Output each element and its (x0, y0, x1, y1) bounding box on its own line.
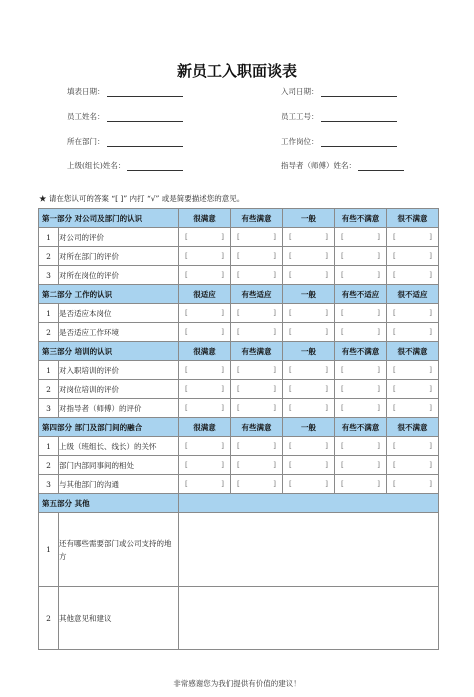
rating-option-header: 有些满意 (231, 209, 283, 228)
checkbox-right-bracket: ] (377, 366, 380, 374)
question-number: 2 (39, 323, 59, 342)
checkbox-left-bracket: [ (341, 366, 344, 374)
checkbox-right-bracket: ] (221, 366, 224, 374)
checkbox-right-bracket: ] (325, 366, 328, 374)
mentor-name-field (281, 160, 404, 171)
rating-checkbox[interactable] (335, 247, 387, 266)
rating-checkbox[interactable] (283, 361, 335, 380)
checkbox-left-bracket: [ (393, 385, 396, 393)
checkbox-left-bracket: [ (185, 385, 188, 393)
rating-checkbox[interactable] (335, 323, 387, 342)
checkbox-right-bracket: ] (377, 480, 380, 488)
question-row (39, 247, 439, 266)
rating-checkbox[interactable] (231, 323, 283, 342)
question-row (39, 361, 439, 380)
employee-name-input-line[interactable] (107, 114, 183, 122)
rating-checkbox[interactable] (335, 361, 387, 380)
rating-checkbox[interactable] (179, 247, 231, 266)
question-number: 3 (39, 475, 59, 494)
rating-option-header: 很满意 (179, 209, 231, 228)
question-row (39, 266, 439, 285)
checkbox-left-bracket: [ (289, 233, 292, 241)
rating-checkbox[interactable] (231, 456, 283, 475)
checkbox-left-bracket: [ (185, 328, 188, 336)
checkbox-right-bracket: ] (273, 252, 276, 260)
rating-option-header: 很不适应 (387, 285, 439, 304)
checkbox-left-bracket: [ (237, 233, 240, 241)
rating-checkbox[interactable] (283, 304, 335, 323)
rating-checkbox[interactable] (283, 475, 335, 494)
checkbox-left-bracket: [ (289, 442, 292, 450)
fill-date-field (67, 86, 183, 97)
checkbox-left-bracket: [ (393, 328, 396, 336)
rating-checkbox[interactable] (335, 456, 387, 475)
checkbox-right-bracket: ] (273, 309, 276, 317)
employee-name-label: 员工姓名： (67, 112, 105, 121)
checkbox-left-bracket: [ (237, 328, 240, 336)
department-input-line[interactable] (107, 139, 183, 147)
fill-date-label: 填表日期： (67, 87, 105, 96)
checkbox-left-bracket: [ (393, 404, 396, 412)
rating-checkbox[interactable] (335, 399, 387, 418)
question-text: 是否适应本岗位 (59, 304, 179, 323)
rating-checkbox[interactable] (387, 361, 439, 380)
rating-checkbox[interactable] (335, 437, 387, 456)
rating-checkbox[interactable] (387, 247, 439, 266)
rating-option-header: 很满意 (179, 342, 231, 361)
rating-checkbox[interactable] (283, 247, 335, 266)
rating-checkbox[interactable] (387, 323, 439, 342)
rating-checkbox[interactable] (231, 361, 283, 380)
rating-checkbox[interactable] (179, 456, 231, 475)
rating-checkbox[interactable] (231, 399, 283, 418)
rating-checkbox[interactable] (387, 399, 439, 418)
rating-checkbox[interactable] (335, 304, 387, 323)
employee-id-field (281, 111, 397, 122)
question-number: 3 (39, 399, 59, 418)
section-header-blank (179, 494, 439, 513)
checkbox-left-bracket: [ (237, 404, 240, 412)
rating-checkbox[interactable] (179, 323, 231, 342)
rating-checkbox[interactable] (283, 437, 335, 456)
checkbox-right-bracket: ] (273, 461, 276, 469)
rating-checkbox[interactable] (231, 266, 283, 285)
rating-checkbox[interactable] (283, 228, 335, 247)
section-header-row (39, 209, 439, 228)
checkbox-right-bracket: ] (429, 252, 432, 260)
checkbox-right-bracket: ] (221, 328, 224, 336)
rating-option-header: 很不满意 (387, 209, 439, 228)
checkbox-left-bracket: [ (185, 252, 188, 260)
checkbox-left-bracket: [ (393, 271, 396, 279)
rating-option-header: 有些满意 (231, 342, 283, 361)
question-number: 1 (39, 228, 59, 247)
checkbox-left-bracket: [ (237, 309, 240, 317)
question-row (39, 437, 439, 456)
rating-checkbox[interactable] (387, 304, 439, 323)
employee-id-input-line[interactable] (321, 114, 397, 122)
join-date-field (281, 86, 397, 97)
checkbox-left-bracket: [ (289, 328, 292, 336)
checkbox-right-bracket: ] (325, 480, 328, 488)
checkbox-right-bracket: ] (325, 385, 328, 393)
join-date-input-line[interactable] (321, 89, 397, 97)
rating-checkbox[interactable] (231, 304, 283, 323)
rating-checkbox[interactable] (283, 323, 335, 342)
position-input-line[interactable] (321, 139, 397, 147)
rating-option-header: 一般 (283, 285, 335, 304)
section-title: 第一部分 对公司及部门的认识 (39, 209, 179, 228)
rating-checkbox[interactable] (179, 380, 231, 399)
checkbox-right-bracket: ] (429, 309, 432, 317)
survey-table (38, 208, 439, 650)
rating-checkbox[interactable] (335, 266, 387, 285)
question-text: 与其他部门的沟通 (59, 475, 179, 494)
checkbox-left-bracket: [ (289, 271, 292, 279)
checkbox-right-bracket: ] (221, 404, 224, 412)
rating-option-header: 很不满意 (387, 342, 439, 361)
checkbox-left-bracket: [ (185, 309, 188, 317)
checkbox-right-bracket: ] (221, 233, 224, 241)
checkbox-left-bracket: [ (393, 442, 396, 450)
checkbox-left-bracket: [ (185, 442, 188, 450)
question-row (39, 456, 439, 475)
question-text: 是否适应工作环境 (59, 323, 179, 342)
checkbox-right-bracket: ] (377, 271, 380, 279)
rating-option-header: 一般 (283, 209, 335, 228)
checkbox-right-bracket: ] (273, 385, 276, 393)
checkbox-right-bracket: ] (377, 442, 380, 450)
checkbox-left-bracket: [ (185, 366, 188, 374)
checkbox-left-bracket: [ (237, 461, 240, 469)
checkbox-left-bracket: [ (237, 442, 240, 450)
rating-checkbox[interactable] (335, 228, 387, 247)
supervisor-name-label: 上级(组长)姓名： (67, 161, 126, 170)
checkbox-left-bracket: [ (289, 366, 292, 374)
checkbox-left-bracket: [ (237, 366, 240, 374)
rating-checkbox[interactable] (179, 437, 231, 456)
rating-checkbox[interactable] (231, 247, 283, 266)
section-header-row (39, 418, 439, 437)
section-title: 第三部分 培训的认识 (39, 342, 179, 361)
question-number: 1 (39, 437, 59, 456)
checkbox-right-bracket: ] (377, 461, 380, 469)
department-field (67, 136, 183, 147)
checkbox-left-bracket: [ (289, 480, 292, 488)
checkbox-right-bracket: ] (273, 480, 276, 488)
section-header-row (39, 285, 439, 304)
checkbox-right-bracket: ] (429, 233, 432, 241)
position-label: 工作岗位： (281, 137, 319, 146)
checkbox-left-bracket: [ (341, 328, 344, 336)
checkbox-right-bracket: ] (221, 252, 224, 260)
checkbox-right-bracket: ] (377, 309, 380, 317)
rating-option-header: 有些不满意 (335, 342, 387, 361)
checkbox-left-bracket: [ (341, 271, 344, 279)
question-number: 2 (39, 380, 59, 399)
checkbox-left-bracket: [ (237, 480, 240, 488)
form-title: 新员工入职面谈表 (176, 62, 297, 80)
join-date-label: 入司日期： (281, 87, 319, 96)
checkbox-left-bracket: [ (341, 252, 344, 260)
checkbox-left-bracket: [ (185, 461, 188, 469)
rating-checkbox[interactable] (283, 399, 335, 418)
rating-checkbox[interactable] (387, 228, 439, 247)
position-field (281, 136, 397, 147)
question-text: 对入职培训的评价 (59, 361, 179, 380)
rating-option-header: 有些适应 (231, 285, 283, 304)
section-title: 第二部分 工作的认识 (39, 285, 179, 304)
employee-id-label: 员工工号： (281, 112, 319, 121)
checkbox-left-bracket: [ (393, 309, 396, 317)
instruction-note: ★ 请在您认可的答案 “[ ]” 内打 “√” 或是简要描述您的意见。 (39, 194, 245, 203)
checkbox-left-bracket: [ (341, 480, 344, 488)
checkbox-left-bracket: [ (393, 233, 396, 241)
checkbox-right-bracket: ] (377, 404, 380, 412)
question-number: 1 (39, 513, 59, 587)
checkbox-left-bracket: [ (341, 461, 344, 469)
footer-thanks: 非常感谢您为我们提供有价值的建议！ (173, 679, 301, 688)
rating-checkbox[interactable] (231, 380, 283, 399)
checkbox-right-bracket: ] (325, 328, 328, 336)
question-number: 2 (39, 456, 59, 475)
checkbox-left-bracket: [ (289, 461, 292, 469)
section-header-row (39, 494, 439, 513)
checkbox-right-bracket: ] (221, 309, 224, 317)
checkbox-right-bracket: ] (429, 480, 432, 488)
open-question-row (39, 513, 439, 587)
checkbox-left-bracket: [ (289, 404, 292, 412)
checkbox-left-bracket: [ (393, 480, 396, 488)
mentor-name-label: 指导者（师傅）姓名： (281, 161, 356, 170)
open-answer-area[interactable] (179, 513, 439, 587)
section-title: 第四部分 部门及部门间的融合 (39, 418, 179, 437)
checkbox-right-bracket: ] (377, 328, 380, 336)
rating-option-header: 很适应 (179, 285, 231, 304)
rating-checkbox[interactable] (387, 380, 439, 399)
question-row (39, 323, 439, 342)
checkbox-right-bracket: ] (221, 271, 224, 279)
checkbox-right-bracket: ] (429, 461, 432, 469)
supervisor-name-field (67, 160, 183, 171)
checkbox-left-bracket: [ (185, 480, 188, 488)
rating-checkbox[interactable] (335, 475, 387, 494)
checkbox-left-bracket: [ (289, 252, 292, 260)
question-number: 1 (39, 304, 59, 323)
checkbox-left-bracket: [ (341, 309, 344, 317)
checkbox-left-bracket: [ (393, 252, 396, 260)
open-question-text: 其他意见和建议 (59, 587, 179, 650)
rating-option-header: 有些满意 (231, 418, 283, 437)
rating-option-header: 一般 (283, 418, 335, 437)
fill-date-input-line[interactable] (107, 89, 183, 97)
section-title: 第五部分 其他 (39, 494, 179, 513)
question-text: 对岗位培训的评价 (59, 380, 179, 399)
rating-checkbox[interactable] (179, 361, 231, 380)
checkbox-right-bracket: ] (429, 404, 432, 412)
checkbox-right-bracket: ] (429, 442, 432, 450)
rating-checkbox[interactable] (231, 228, 283, 247)
checkbox-right-bracket: ] (377, 252, 380, 260)
open-answer-area[interactable] (179, 587, 439, 650)
rating-checkbox[interactable] (179, 304, 231, 323)
checkbox-left-bracket: [ (185, 404, 188, 412)
rating-checkbox[interactable] (387, 266, 439, 285)
checkbox-left-bracket: [ (237, 271, 240, 279)
checkbox-right-bracket: ] (429, 271, 432, 279)
rating-option-header: 很不满意 (387, 418, 439, 437)
rating-checkbox[interactable] (179, 475, 231, 494)
rating-checkbox[interactable] (283, 456, 335, 475)
rating-checkbox[interactable] (283, 380, 335, 399)
rating-checkbox[interactable] (179, 399, 231, 418)
rating-option-header: 有些不满意 (335, 418, 387, 437)
supervisor-name-input-line[interactable] (127, 163, 183, 171)
question-text: 对指导者（师傅）的评价 (59, 399, 179, 418)
department-label: 所在部门： (67, 137, 105, 146)
question-number: 1 (39, 361, 59, 380)
checkbox-right-bracket: ] (325, 461, 328, 469)
checkbox-left-bracket: [ (341, 442, 344, 450)
checkbox-right-bracket: ] (221, 385, 224, 393)
checkbox-left-bracket: [ (341, 404, 344, 412)
question-row (39, 475, 439, 494)
question-row (39, 399, 439, 418)
question-text: 对所在部门的评价 (59, 247, 179, 266)
checkbox-right-bracket: ] (377, 233, 380, 241)
checkbox-right-bracket: ] (325, 233, 328, 241)
checkbox-right-bracket: ] (221, 461, 224, 469)
checkbox-left-bracket: [ (237, 385, 240, 393)
question-number: 3 (39, 266, 59, 285)
checkbox-left-bracket: [ (341, 233, 344, 241)
open-question-row (39, 587, 439, 650)
section-header-row (39, 342, 439, 361)
question-text: 上级（班组长、线长）的关怀 (59, 437, 179, 456)
checkbox-right-bracket: ] (273, 271, 276, 279)
open-question-text: 还有哪些需要部门或公司支持的地方 (59, 513, 179, 587)
rating-checkbox[interactable] (231, 437, 283, 456)
rating-checkbox[interactable] (179, 266, 231, 285)
rating-checkbox[interactable] (335, 380, 387, 399)
rating-option-header: 有些不适应 (335, 285, 387, 304)
checkbox-right-bracket: ] (273, 328, 276, 336)
rating-checkbox[interactable] (179, 228, 231, 247)
question-row (39, 304, 439, 323)
rating-checkbox[interactable] (387, 456, 439, 475)
checkbox-left-bracket: [ (185, 233, 188, 241)
checkbox-right-bracket: ] (325, 309, 328, 317)
mentor-name-input-line[interactable] (358, 163, 404, 171)
rating-option-header: 一般 (283, 342, 335, 361)
checkbox-right-bracket: ] (429, 328, 432, 336)
checkbox-right-bracket: ] (429, 366, 432, 374)
question-row (39, 228, 439, 247)
checkbox-left-bracket: [ (185, 271, 188, 279)
question-number: 2 (39, 247, 59, 266)
rating-checkbox[interactable] (283, 266, 335, 285)
rating-option-header: 有些不满意 (335, 209, 387, 228)
question-text: 对公司的评价 (59, 228, 179, 247)
rating-option-header: 很满意 (179, 418, 231, 437)
checkbox-right-bracket: ] (325, 404, 328, 412)
checkbox-left-bracket: [ (341, 385, 344, 393)
checkbox-right-bracket: ] (273, 366, 276, 374)
checkbox-left-bracket: [ (237, 252, 240, 260)
checkbox-right-bracket: ] (221, 480, 224, 488)
checkbox-left-bracket: [ (289, 385, 292, 393)
employee-name-field (67, 111, 183, 122)
checkbox-right-bracket: ] (325, 271, 328, 279)
question-text: 部门内部同事间的相处 (59, 456, 179, 475)
checkbox-left-bracket: [ (289, 309, 292, 317)
question-row (39, 380, 439, 399)
checkbox-right-bracket: ] (325, 252, 328, 260)
checkbox-left-bracket: [ (393, 461, 396, 469)
checkbox-right-bracket: ] (429, 385, 432, 393)
question-text: 对所在岗位的评价 (59, 266, 179, 285)
checkbox-right-bracket: ] (325, 442, 328, 450)
checkbox-right-bracket: ] (273, 442, 276, 450)
checkbox-right-bracket: ] (221, 442, 224, 450)
rating-checkbox[interactable] (387, 437, 439, 456)
checkbox-right-bracket: ] (273, 404, 276, 412)
checkbox-right-bracket: ] (273, 233, 276, 241)
rating-checkbox[interactable] (387, 475, 439, 494)
checkbox-left-bracket: [ (393, 366, 396, 374)
checkbox-right-bracket: ] (377, 385, 380, 393)
rating-checkbox[interactable] (231, 475, 283, 494)
question-number: 2 (39, 587, 59, 650)
